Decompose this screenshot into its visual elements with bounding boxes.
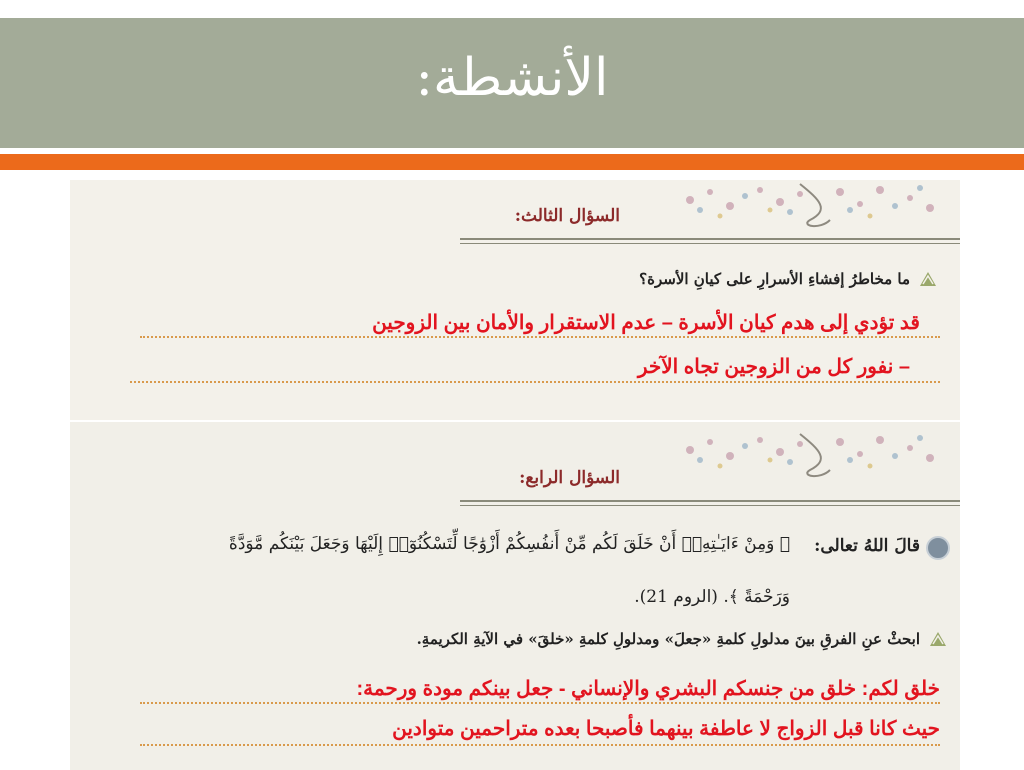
- question3-heading: السؤال الثالث:: [514, 206, 620, 226]
- answer-line: [140, 336, 940, 338]
- question4-prompt: ابحثْ عنِ الفرقِ بينَ مدلولِ كلمةِ «جعلَ» ومدلولِ كلمةِ «خلقَ» في الآيةِ الكريمةِ.: [416, 630, 920, 648]
- worksheet-page-lower: [70, 420, 960, 770]
- leaf-bullet-icon: [918, 270, 938, 288]
- answer-line: [140, 744, 940, 746]
- answer-line: [140, 702, 940, 704]
- question4-answer-line1: خلق لكم: خلق من جنسكم البشري والإنساني - جعل بينكم مودة ورحمة:: [356, 678, 940, 700]
- verse-line2: وَرَحْمَةً ﴾. (الروم 21).: [634, 587, 790, 607]
- verse-intro: قالَ اللهُ تعالى:: [814, 536, 920, 556]
- answer-line: [130, 381, 940, 383]
- heading-rule: [460, 500, 960, 502]
- question3-answer-line1: قد تؤدي إلى هدم كيان الأسرة – عدم الاستقرار والأمان بين الزوجين: [372, 312, 920, 334]
- heading-rule-thin: [460, 505, 960, 506]
- heading-rule-thin: [460, 243, 960, 244]
- question3-answer-line2: – نفور كل من الزوجين تجاه الآخر: [637, 356, 910, 378]
- question4-heading: السؤال الرابع:: [519, 468, 620, 488]
- question4-answer-line2: حيث كانا قبل الزواج لا عاطفة بينهما فأصبحا بعده متراحمين متوادين: [392, 718, 940, 740]
- heading-rule: [460, 238, 960, 240]
- accent-bar: [0, 154, 1024, 170]
- verse-line1: ﴿ وَمِنْ ءَايَـٰتِهِۦٓ أَنْ خَلَقَ لَكُم مِّنْ أَنفُسِكُمْ أَزْوَٰجًا لِّتَسْكُنُوٓا۟ إِلَيْهَا وَجَعَلَ بَيْنَكُم مَّوَدَّةً: [228, 534, 790, 554]
- slide-title: الأنشطة:: [415, 48, 609, 108]
- quran-icon: [926, 536, 950, 560]
- leaf-bullet-icon: [928, 630, 948, 648]
- question3-prompt: ما مخاطرُ إفشاءِ الأسرارِ على كيانِ الأسرة؟: [639, 270, 910, 288]
- title-bar: [0, 18, 1024, 148]
